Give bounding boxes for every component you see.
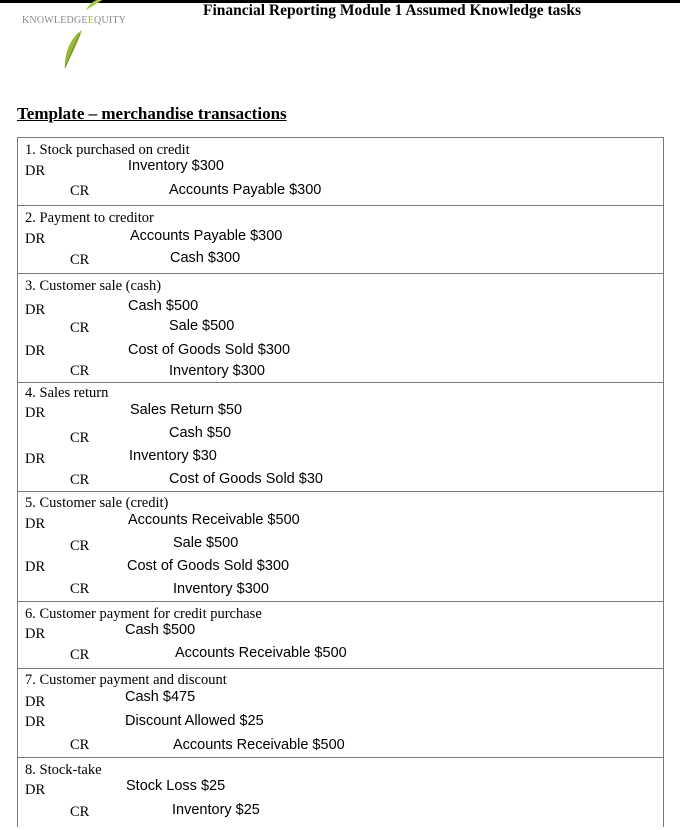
entry-side: CR: [70, 183, 90, 199]
entry-side: CR: [70, 363, 90, 379]
entry-account: Stock Loss $25: [126, 778, 226, 794]
entry-side: CR: [70, 737, 90, 753]
knowledgequity-logo: [22, 0, 120, 68]
transaction-row: [18, 205, 663, 274]
entry-side: CR: [70, 804, 90, 820]
entry-account: Sale $500: [173, 535, 239, 551]
entry-side: CR: [70, 430, 90, 446]
entry-side: CR: [70, 538, 90, 554]
transaction-title: 3. Customer sale (cash): [25, 278, 162, 294]
transaction-row: [18, 601, 663, 669]
entry-side: DR: [25, 782, 46, 798]
entry-account: Cash $300: [170, 250, 241, 266]
entry-account: Accounts Receivable $500: [173, 737, 345, 753]
transaction-row: [18, 668, 663, 758]
transaction-row: [18, 491, 663, 602]
transaction-title: 2. Payment to creditor: [25, 210, 154, 226]
transactions-table: [17, 137, 664, 827]
entry-account: Inventory $300: [169, 363, 265, 379]
transaction-title: 4. Sales return: [25, 385, 109, 401]
entry-account: Accounts Payable $300: [130, 228, 283, 244]
entry-side: CR: [70, 252, 90, 268]
entry-account: Cost of Goods Sold $300: [128, 342, 291, 358]
entry-side: DR: [25, 405, 46, 421]
entry-account: Sales Return $50: [130, 402, 243, 418]
transaction-row: [18, 138, 663, 205]
entry-side: DR: [25, 163, 46, 179]
entry-account: Cost of Goods Sold $300: [127, 558, 290, 574]
transaction-title: 5. Customer sale (credit): [25, 495, 169, 511]
leaf-bottom-icon: [62, 28, 84, 70]
entry-side: DR: [25, 451, 46, 467]
entry-account: Accounts Receivable $500: [128, 512, 300, 528]
entry-side: CR: [70, 472, 90, 488]
entry-account: Inventory $300: [128, 158, 224, 174]
section-title: Template – merchandise transactions: [17, 104, 287, 123]
transaction-title: 1. Stock purchased on credit: [25, 142, 190, 158]
entry-account: Sale $500: [169, 318, 235, 334]
entry-side: DR: [25, 231, 46, 247]
entry-account: Inventory $30: [129, 448, 217, 464]
leaf-top-icon: [84, 0, 106, 12]
entry-account: Cash $500: [125, 622, 196, 638]
transaction-title: 7. Customer payment and discount: [25, 672, 227, 688]
entry-side: DR: [25, 714, 46, 730]
entry-account: Accounts Payable $300: [169, 182, 322, 198]
entry-side: DR: [25, 694, 46, 710]
entry-account: Cash $500: [128, 298, 199, 314]
entry-side: DR: [25, 516, 46, 532]
entry-side: DR: [25, 559, 46, 575]
entry-account: Accounts Receivable $500: [175, 645, 347, 661]
entry-side: CR: [70, 320, 90, 336]
transaction-title: 8. Stock-take: [25, 762, 102, 778]
entry-account: Inventory $25: [172, 802, 260, 818]
entry-side: DR: [25, 302, 46, 318]
entry-side: DR: [25, 626, 46, 642]
entry-side: CR: [70, 581, 90, 597]
transaction-row: [18, 382, 663, 492]
logo-wordmark: KNOWLEDGEEQUITY: [22, 15, 127, 26]
entry-account: Cash $50: [169, 425, 232, 441]
entry-account: Inventory $300: [173, 581, 269, 597]
entry-account: Cost of Goods Sold $30: [169, 471, 323, 487]
entry-side: DR: [25, 343, 46, 359]
entry-account: Cash $475: [125, 689, 196, 705]
transaction-row: [18, 273, 663, 383]
entry-side: CR: [70, 647, 90, 663]
transaction-title: 6. Customer payment for credit purchase: [25, 606, 262, 622]
transaction-row: [18, 757, 663, 830]
entry-account: Discount Allowed $25: [125, 713, 264, 729]
document-header-title: Financial Reporting Module 1 Assumed Knowledge tasks: [203, 2, 582, 19]
